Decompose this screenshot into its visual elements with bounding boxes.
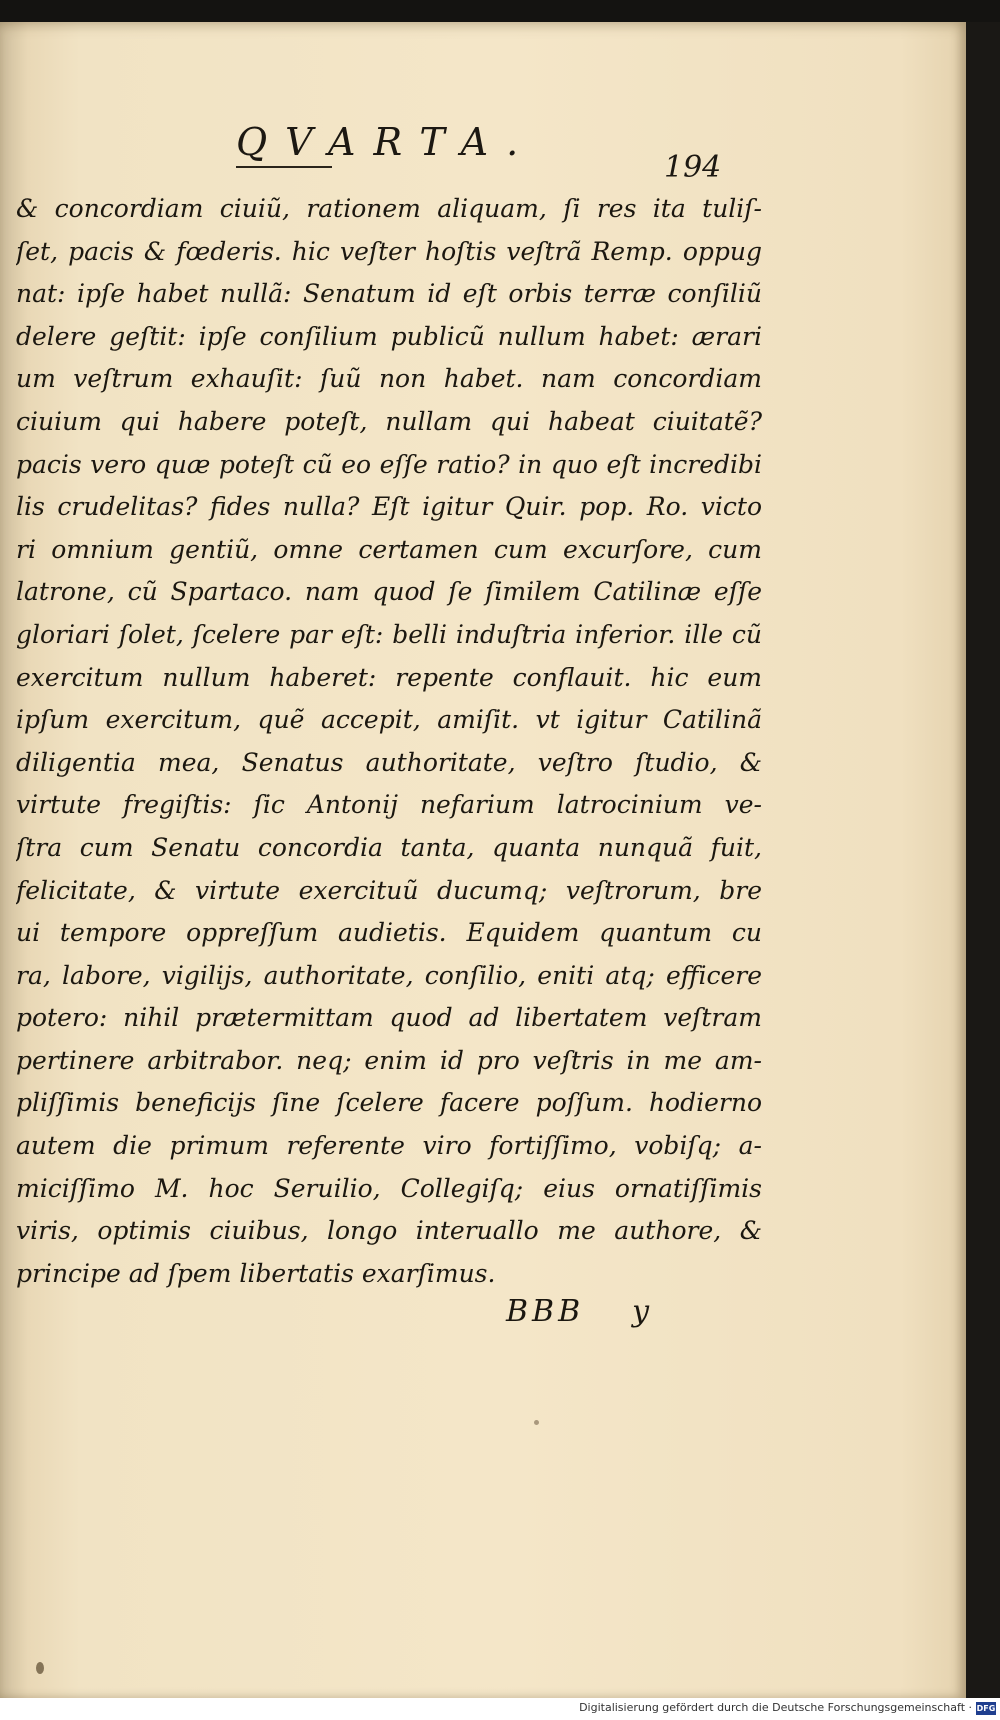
text-line: ra, labore, vigilijs, authoritate, conſilio, eniti atq; efficere [16, 960, 762, 990]
text-line: ſet, pacis & fœderis. hic veſter hoſtis veſtrã Remp. oppug [16, 236, 762, 266]
text-line: ciuium qui habere poteſt, nullam qui habeat ciuitatẽ? [16, 406, 762, 436]
text-line: miciſſimo M. hoc Seruilio, Collegiſq; eius ornatiſſimis [16, 1173, 762, 1203]
paper-speck [36, 1662, 44, 1674]
page-edge-shadow [966, 22, 1000, 1698]
text-line: ui tempore oppreſſum audietis. Equidem quantum cu [16, 918, 762, 948]
funding-credit: Digitalisierung gefördert durch die Deutsche Forschungsgemeinschaft · [579, 1701, 972, 1714]
running-head-text: QVARTA. [236, 120, 537, 164]
text-line: virtute fregiſtis: ſic Antonij nefarium latrocinium ve- [16, 790, 762, 820]
footer-bar [0, 1698, 1000, 1720]
catchword-next: y [632, 1294, 654, 1329]
text-line: ri omnium gentiũ, omne certamen cum excurſore, cum [16, 534, 762, 564]
signature-mark: BBB [506, 1294, 585, 1329]
text-line: pertinere arbitrabor. neq; enim id pro veſtris in me am- [16, 1045, 762, 1075]
text-line: & concordiam ciuiũ, rationem aliquam, ſi res ita tuliſ- [16, 194, 762, 223]
running-head [236, 120, 536, 164]
text-line: nat: ipſe habet nullã: Senatum id eſt orbis terræ conſiliũ [16, 279, 762, 309]
text-line: delere geſtit: ipſe conſilium publicũ nullum habet: ærari [16, 321, 762, 351]
paper-speck [534, 1420, 539, 1425]
text-line: um veſtrum exhauſit: ſuũ non habet. nam concordiam [16, 364, 762, 394]
text-line: felicitate, & virtute exercituũ ducumq; veſtrorum, bre [16, 875, 762, 905]
text-line: principe ad ſpem libertatis exarſimus. [16, 1258, 496, 1288]
book-page [0, 22, 966, 1698]
catchword [506, 1294, 653, 1329]
text-line: viris, optimis ciuibus, longo interuallo me authore, & [16, 1216, 762, 1246]
text-line: latrone, cũ Spartaco. nam quod ſe ſimilem Catilinæ eſſe [16, 577, 762, 607]
running-head-underline [236, 166, 332, 168]
page-number: 194 [664, 150, 722, 185]
text-line: diligentia mea, Senatus authoritate, veſtro ſtudio, & [16, 747, 762, 777]
text-line: gloriari ſolet, ſcelere par eſt: belli induſtria inferior. ille cũ [16, 619, 762, 649]
text-line: pacis vero quæ poteſt cũ eo eſſe ratio? in quo eſt incredibi [16, 449, 762, 479]
text-line: ipſum exercitum, quẽ accepit, amiſit. vt igitur Catilinã [16, 705, 762, 735]
text-line: lis crudelitas? fides nulla? Eſt igitur Quir. pop. Ro. victo [16, 492, 762, 522]
text-line: exercitum nullum haberet: repente conflauit. hic eum [16, 662, 762, 692]
body-text [16, 188, 762, 1295]
dfg-logo: DFG [976, 1704, 996, 1713]
text-line: potero: nihil prætermittam quod ad libertatem veſtram [16, 1003, 762, 1033]
text-line: pliſſimis beneficijs ſine ſcelere facere poſſum. hodierno [16, 1088, 762, 1118]
text-line: autem die primum referente viro fortiſſimo, vobiſq; a- [16, 1131, 762, 1161]
text-line: ſtra cum Senatu concordia tanta, quanta nunquã fuit, [16, 832, 762, 862]
